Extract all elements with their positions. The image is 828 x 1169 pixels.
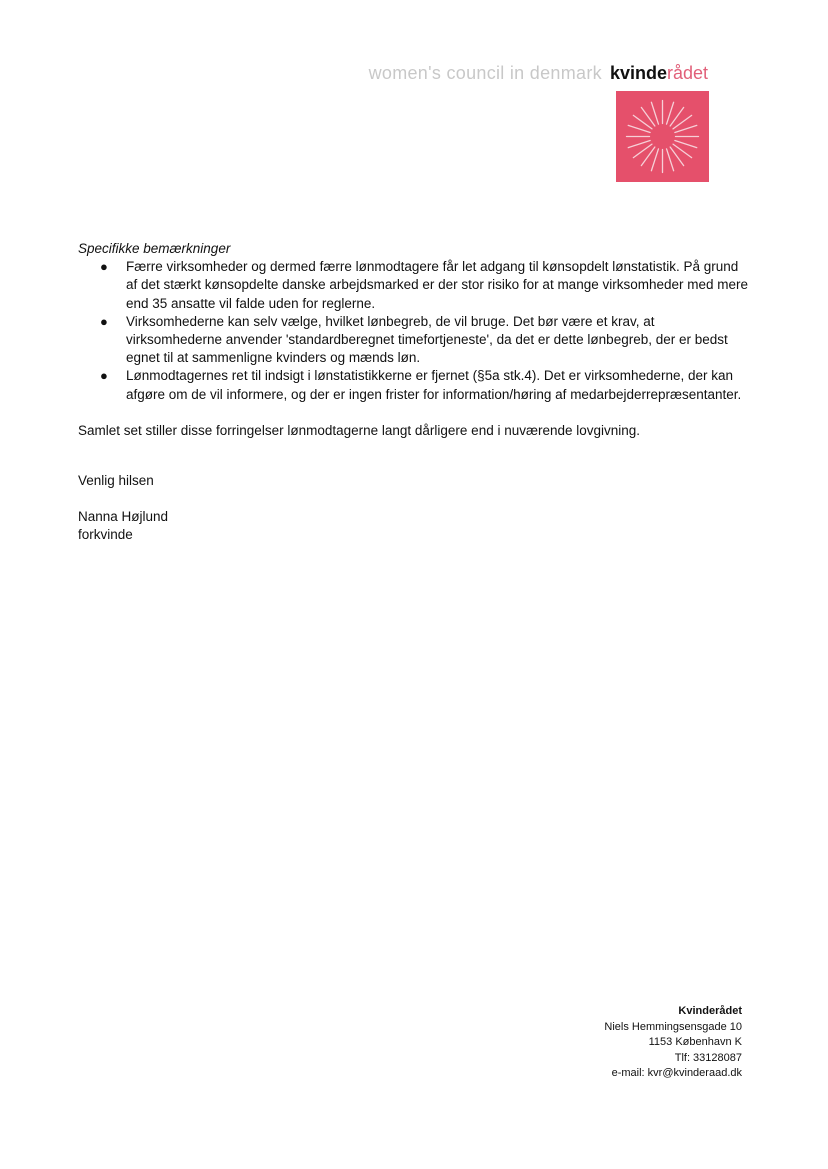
sunburst-ray [667,102,674,124]
brand-name-part1: kvinde [609,63,667,83]
list-item [78,367,748,403]
signature-block [78,508,748,544]
footer-phone: Tlf: 33128087 [674,1051,742,1064]
sunburst-icon [616,91,709,182]
brand-name-part2: rådet [666,63,708,83]
bullet-icon: ● [100,259,108,275]
remarks-list [78,258,748,404]
bullet-icon: ● [100,368,108,384]
footer-address: Niels Hemmingsensgade 10 [604,1020,742,1033]
letterhead [369,62,708,84]
section-heading: Specifikke bemærkninger [78,241,231,256]
sunburst-ray [628,125,650,132]
closing-greeting: Venlig hilsen [78,473,154,489]
logo [616,91,709,182]
signer-name: Nanna Højlund [78,509,169,525]
footer-city: 1153 København K [648,1036,742,1049]
list-item-text: Virksomhederne kan selv vælge, hvilket lønbegreb, de vil bruge. Det bør være et krav, at virksomhederne anvender 'standardberegnet timefortjeneste', da det er dette lønbegreb, der er bedst egnet til at sammenligne kvinders og mænds løn. [126,313,728,366]
list-item [78,258,748,313]
list-item-text: Lønmodtagernes ret til indsigt i lønstatistikkerne er fjernet (§5a stk.4). Det er virksomhederne, der kan afgøre om de vil informere, og der er ingen frister for information/høring af medarbejderrepræsentanter. [126,368,742,402]
sunburst-ray [675,125,697,132]
footer-contact [604,1004,742,1082]
sunburst-ray [651,102,658,124]
sunburst-ray [651,149,658,171]
list-item [78,313,748,368]
letter-body [78,240,748,545]
sunburst-ray [628,141,650,148]
summary-paragraph: Samlet set stiller disse forringelser lønmodtagerne langt dårligere end i nuværende lovgivning. [78,422,641,438]
bullet-icon: ● [100,313,108,329]
footer-email: e-mail: kvr@kvinderaad.dk [611,1067,742,1080]
sunburst-ray [675,141,697,148]
list-item-text: Færre virksomheder og dermed færre lønmodtagere får let adgang til kønsopdelt lønstatistik. På grund af det stærkt kønsopdelte danske arbejdsmarked er der stor risiko for at mange virksomheder med mere end 35 ansatte vil falde uden for reglerne. [126,259,749,311]
footer-org-name: Kvinderådet [678,1005,742,1017]
letterhead-tagline: women's council in denmark [368,63,602,83]
sunburst-ray [667,149,674,171]
signer-title: forkvinde [78,527,133,543]
